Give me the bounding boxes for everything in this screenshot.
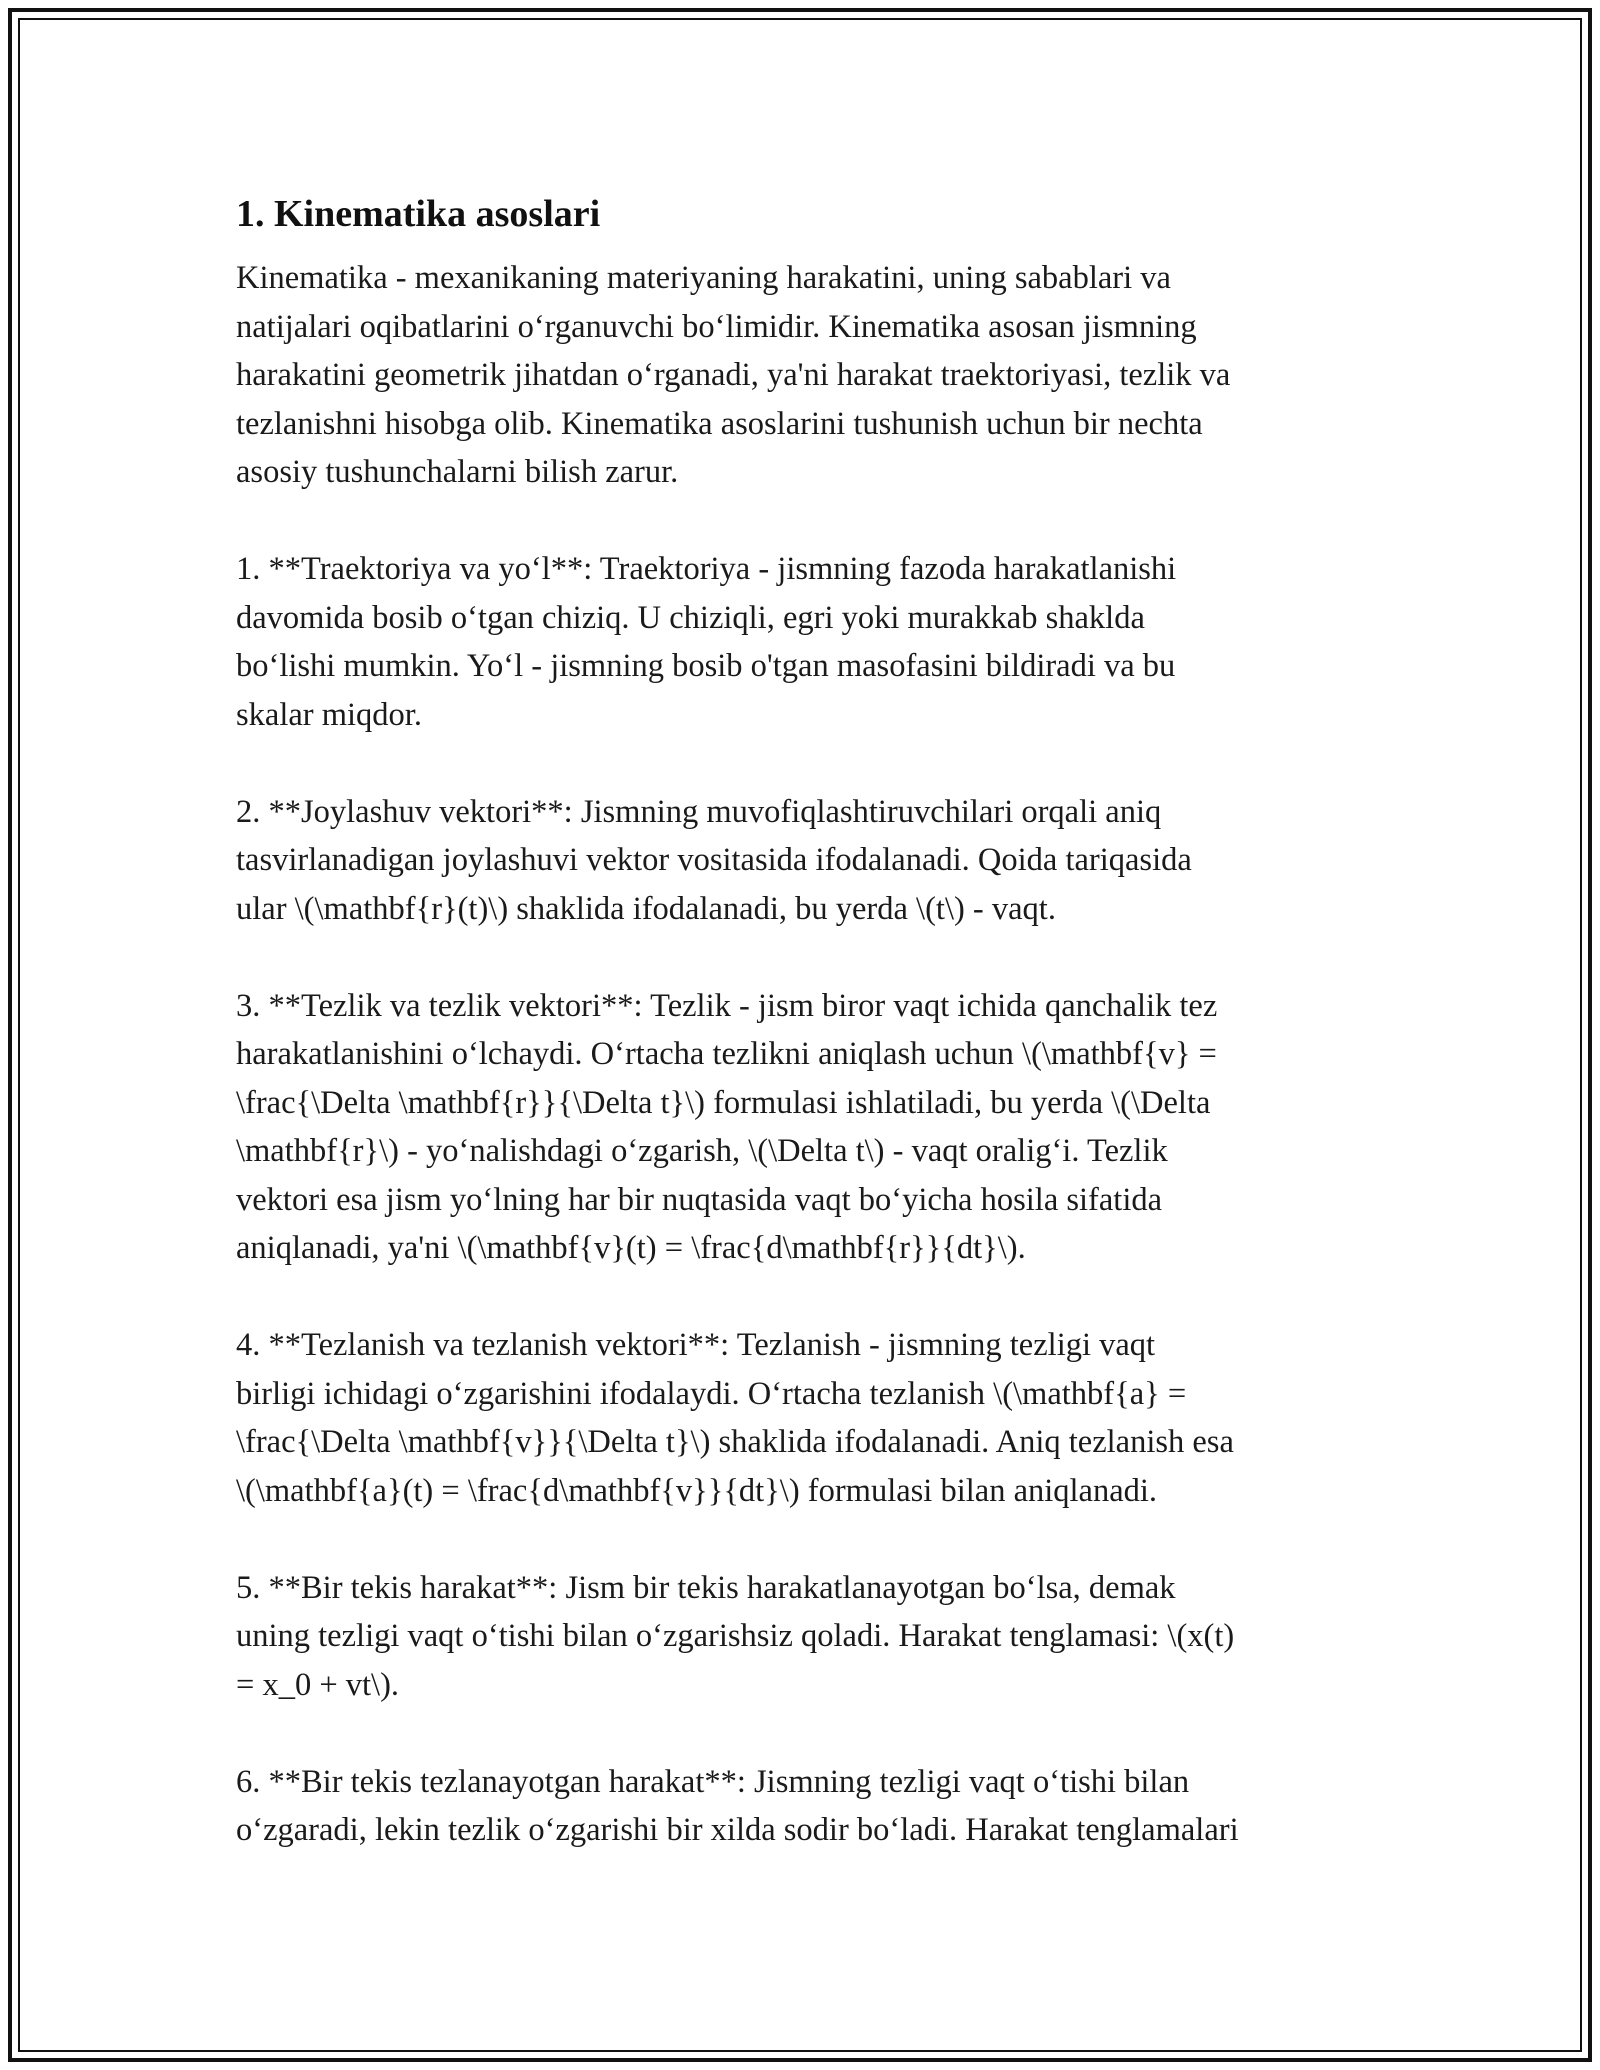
list-item-position-vector: 2. **Joylashuv vektori**: Jismning muvofiqlashtiruvchilari orqali aniq tasvirlanadigan joylashuvi vektor vositasida ifodalanadi. Qoida tariqasida ular \(\mathbf{r}(t)\) shaklida ifodalanadi, bu yerda \(t\) - vaqt. bbox=[236, 793, 1192, 927]
list-item-acceleration: 4. **Tezlanish va tezlanish vektori**: Tezlanish - jismning tezligi vaqt birligi ichidagi o‘zgarishini ifodalaydi. O‘rtacha tezlanish \(\mathbf{a} = \frac{\Delta \mathbf{v}}{\Delta t}\) shaklida ifodalanadi. Aniq tezlanish esa \(\mathbf{a}(t) = \frac{d\mathbf{v}}{dt}\) formulasi bilan aniqlanadi. bbox=[236, 1327, 1234, 1509]
section-heading: 1. Kinematika asoslari bbox=[236, 193, 601, 235]
intro-paragraph: Kinematika - mexanikaning materiyaning harakatini, uning sabablari va natijalari oqibatlarini o‘rganuvchi bo‘limidir. Kinematika asosan jismning harakatini geometrik jihatdan o‘rganadi, ya'ni harakat traektoriyasi, tezlik va tezlanishni hisobga olib. Kinematika asoslarini tushunish uchun bir nechta asosiy tushunchalarni bilish zarur. bbox=[236, 260, 1231, 490]
list-item-velocity: 3. **Tezlik va tezlik vektori**: Tezlik - jism biror vaqt ichida qanchalik tez harakatlanishini o‘lchaydi. O‘rtacha tezlikni aniqlash uchun \(\mathbf{v} = \frac{\Delta \mathbf{r}}{\Delta t}\) formulasi ishlatiladi, bu yerda \(\Delta \mathbf{r}\) - yo‘nalishdagi o‘zgarish, \(\Delta t\) - vaqt oralig‘i. Tezlik vektori esa jism yo‘lning har bir nuqtasida vaqt bo‘yicha hosila sifatida aniqlanadi, ya'ni \(\mathbf{v}(t) = \frac{d\mathbf{r}}{dt}\). bbox=[236, 987, 1218, 1266]
list-item-uniform-acceleration: 6. **Bir tekis tezlanayotgan harakat**: Jismning tezligi vaqt o‘tishi bilan o‘zgaradi, lekin tezlik o‘zgarishi bir xilda sodir bo‘ladi. Harakat tenglamalari bbox=[236, 1763, 1239, 1848]
list-item-trajectory: 1. **Traektoriya va yo‘l**: Traektoriya - jismning fazoda harakatlanishi davomida bosib o‘tgan chiziq. U chiziqli, egri yoki murakkab shaklda bo‘lishi mumkin. Yo‘l - jismning bosib o'tgan masofasini bildiradi va bu skalar miqdor. bbox=[236, 551, 1177, 733]
document-body bbox=[236, 186, 1376, 1855]
list-item-uniform-motion: 5. **Bir tekis harakat**: Jism bir tekis harakatlanayotgan bo‘lsa, demak uning tezligi vaqt o‘tishi bilan o‘zgarishsiz qoladi. Harakat tenglamasi: \(x(t) = x_0 + vt\). bbox=[236, 1569, 1235, 1703]
